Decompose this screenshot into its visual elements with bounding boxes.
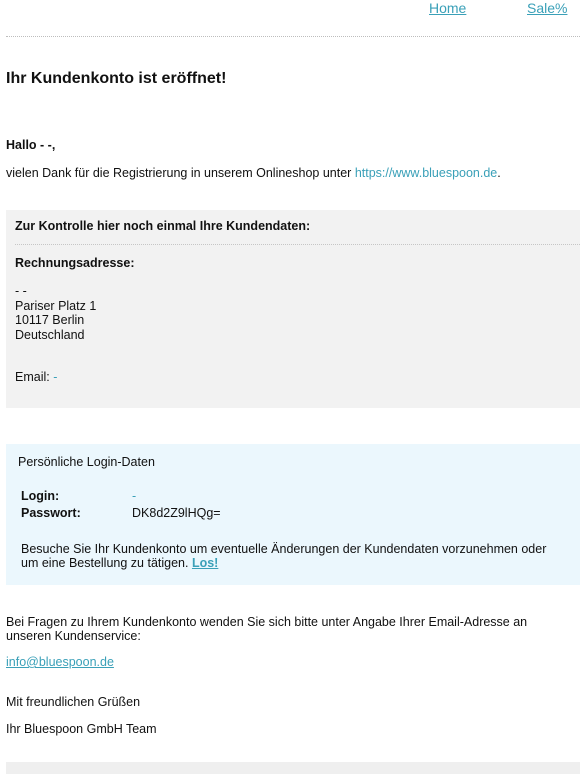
login-value: - [132, 489, 137, 503]
billing-address-label: Rechnungsadresse: [15, 256, 135, 270]
login-data-box [6, 444, 580, 585]
nav-sale-link[interactable]: Sale% [527, 0, 568, 16]
intro-text [6, 166, 501, 180]
customer-email-line [15, 370, 57, 384]
address-name: - - [15, 284, 27, 298]
address-street: Pariser Platz 1 [15, 298, 97, 313]
greeting: Hallo - -, [6, 138, 56, 152]
address-city: 10117 Berlin [15, 313, 85, 327]
support-email-link[interactable]: info@bluespoon.de [6, 655, 114, 669]
intro-sentence: vielen Dank für die Registrierung in unserem Onlineshop unter [6, 166, 355, 180]
account-note-text: Besuche Sie Ihr Kundenkonto um eventuelle Änderungen der Kundendaten vorzunehmen oder um eine Bestellung zu tätigen. [21, 542, 547, 570]
email-value: - [53, 370, 58, 384]
page-title: Ihr Kundenkonto ist eröffnet! [6, 70, 227, 87]
footer-bar [6, 762, 580, 774]
closing-regards: Mit freundlichen Grüßen [6, 695, 141, 709]
customer-data-heading: Zur Kontrolle hier noch einmal Ihre Kundendaten: [15, 219, 311, 233]
email-label: Email: [15, 370, 54, 384]
nav-home-link[interactable]: Home [429, 0, 467, 16]
go-link[interactable]: Los! [191, 556, 219, 570]
login-label: Login: [21, 489, 60, 503]
shop-link[interactable]: https://www.bluespoon.de [354, 166, 498, 180]
closing-team: Ihr Bluespoon GmbH Team [6, 722, 157, 736]
header-divider [6, 36, 580, 37]
support-text: Bei Fragen zu Ihrem Kundenkonto wenden Sie sich bitte unter Angabe Ihrer Email-Adresse an unseren Kundenservice: [6, 615, 528, 643]
login-data-heading: Persönliche Login-Daten [18, 455, 155, 469]
account-note [21, 542, 564, 570]
customer-data-box [6, 210, 580, 408]
customer-data-divider [15, 244, 580, 245]
password-label: Passwort: [21, 506, 81, 520]
billing-address [15, 284, 96, 342]
password-value: DK8d2Z9lHQg= [132, 506, 221, 520]
address-country: Deutschland [15, 327, 85, 342]
intro-suffix: . [497, 166, 501, 180]
